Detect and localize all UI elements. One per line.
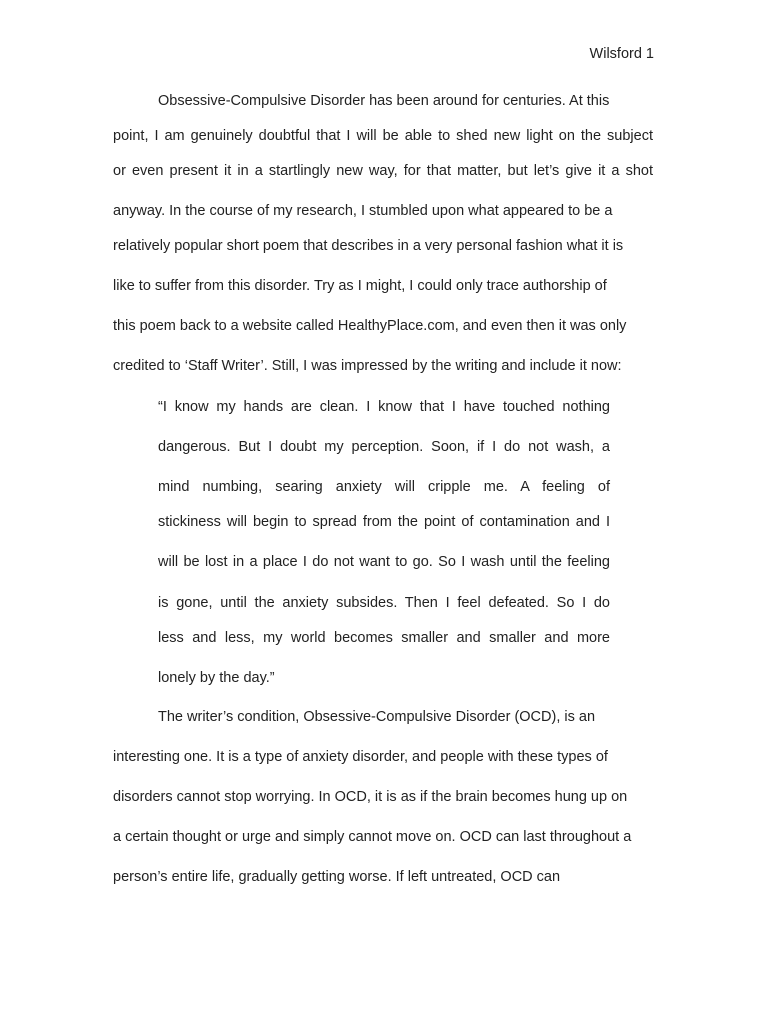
paragraph-2-line-5: person’s entire life, gradually getting worse. If left untreated, OCD can bbox=[113, 869, 561, 885]
paragraph-1-line-2: point, I am genuinely doubtful that I will be able to shed new light on the subject bbox=[113, 128, 653, 144]
paragraph-2-line-4: a certain thought or urge and simply cannot move on. OCD can last throughout a bbox=[113, 829, 632, 845]
paragraph-1-line-6: like to suffer from this disorder. Try as I might, I could only trace authorship of bbox=[113, 278, 607, 294]
block-quote-line-8: lonely by the day.” bbox=[158, 670, 275, 686]
paragraph-1-line-8: credited to ‘Staff Writer’. Still, I was impressed by the writing and include it now: bbox=[113, 358, 622, 374]
block-quote-line-1: “I know my hands are clean. I know that I have touched nothing bbox=[158, 399, 610, 415]
block-quote-line-3: mind numbing, searing anxiety will cripple me. A feeling of bbox=[158, 479, 610, 495]
paragraph-2-line-2: interesting one. It is a type of anxiety disorder, and people with these types of bbox=[113, 749, 608, 765]
block-quote-line-4: stickiness will begin to spread from the point of contamination and I bbox=[158, 514, 610, 530]
block-quote-line-5: will be lost in a place I do not want to go. So I wash until the feeling bbox=[158, 554, 610, 570]
block-quote-line-2: dangerous. But I doubt my perception. Soon, if I do not wash, a bbox=[158, 439, 610, 455]
paragraph-2-line-1: The writer’s condition, Obsessive-Compulsive Disorder (OCD), is an bbox=[158, 709, 596, 725]
paragraph-1-line-1: Obsessive-Compulsive Disorder has been around for centuries. At this bbox=[158, 93, 610, 109]
running-header: Wilsford 1 bbox=[589, 46, 654, 62]
block-quote-line-7: less and less, my world becomes smaller and smaller and more bbox=[158, 630, 610, 646]
paragraph-1-line-4: anyway. In the course of my research, I stumbled upon what appeared to be a bbox=[113, 203, 613, 219]
paragraph-1-line-7: this poem back to a website called HealthyPlace.com, and even then it was only bbox=[113, 318, 627, 334]
paragraph-1-line-5: relatively popular short poem that describes in a very personal fashion what it is bbox=[113, 238, 624, 254]
block-quote-line-6: is gone, until the anxiety subsides. Then I feel defeated. So I do bbox=[158, 595, 610, 611]
paragraph-2-line-3: disorders cannot stop worrying. In OCD, it is as if the brain becomes hung up on bbox=[113, 789, 628, 805]
paragraph-1-line-3: or even present it in a startlingly new way, for that matter, but let’s give it a shot bbox=[113, 163, 653, 179]
